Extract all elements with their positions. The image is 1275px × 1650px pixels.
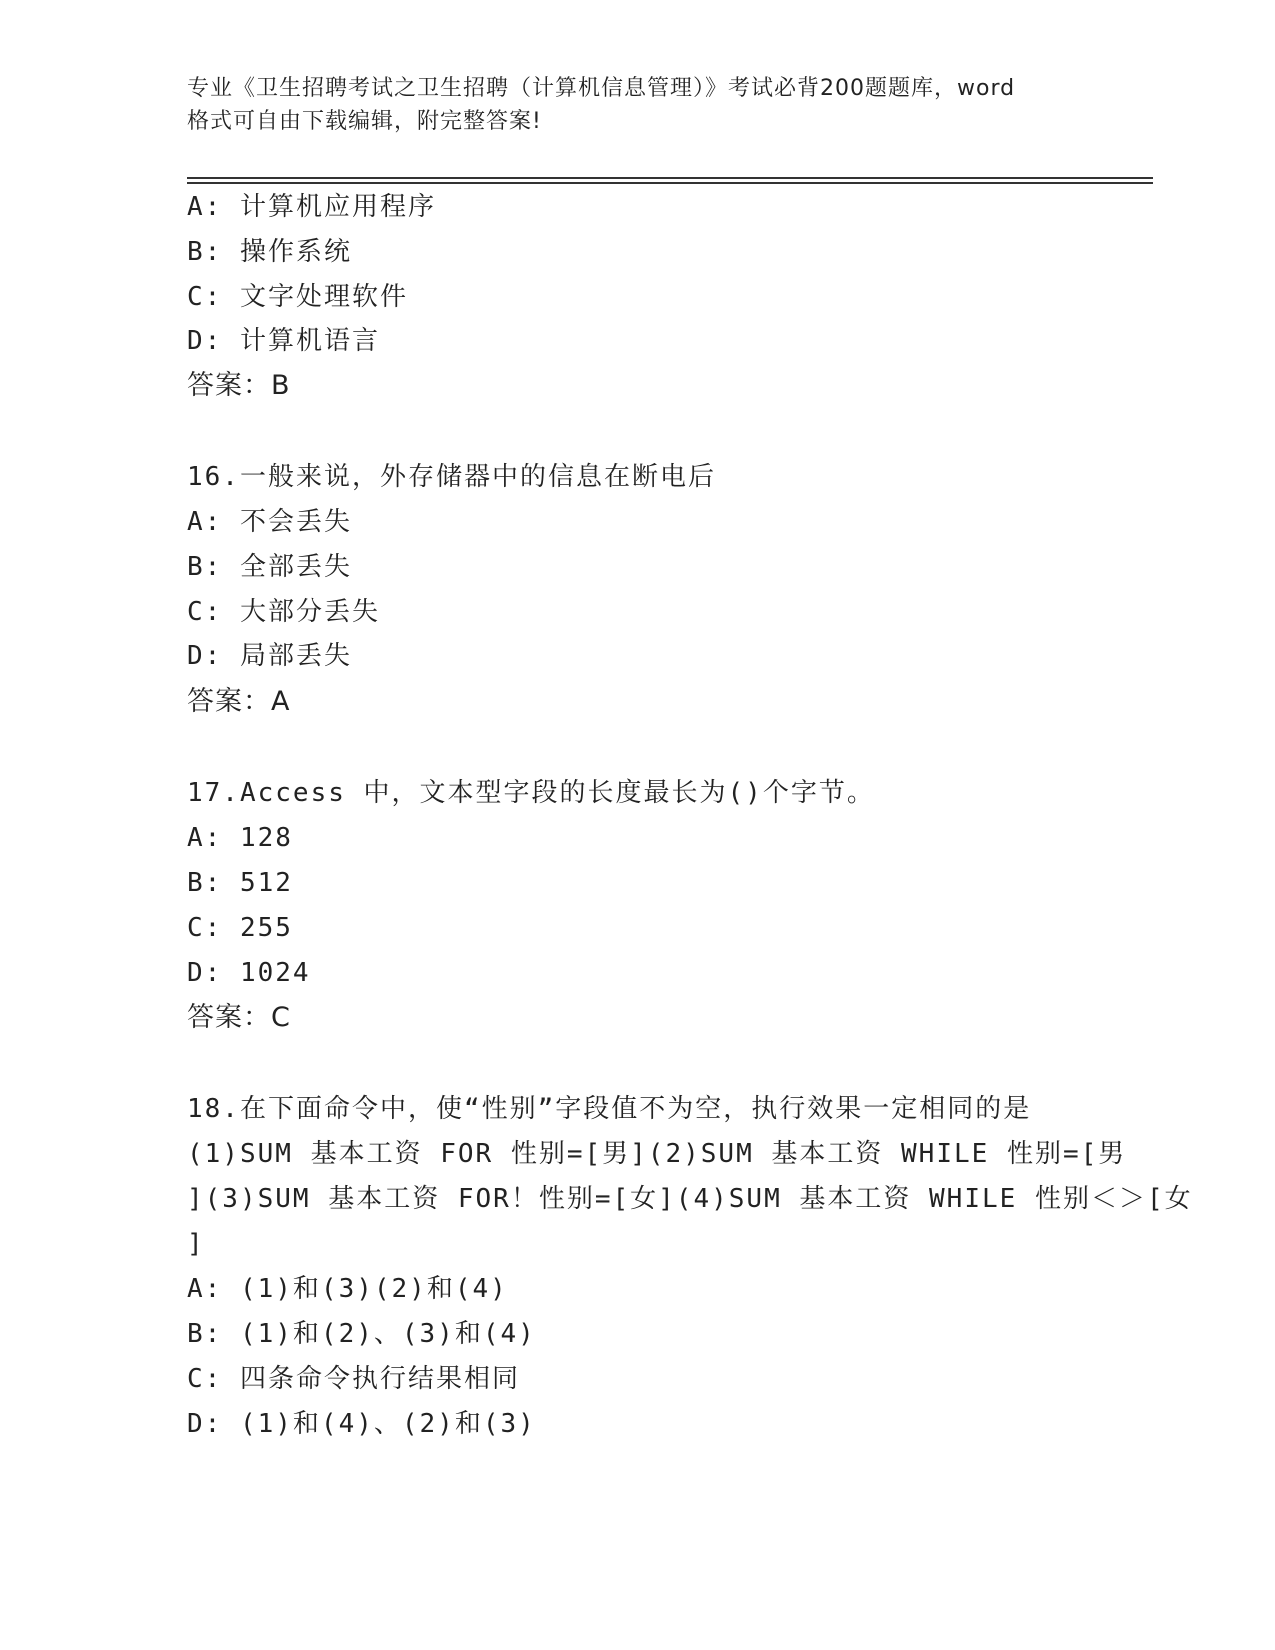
q18-question-line-2: (1)SUM 基本工资 FOR 性别=[男](2)SUM 基本工资 WHILE 性别=[男 <box>187 1139 1127 1169</box>
q17-option-d: D: 1024 <box>187 958 311 988</box>
q18-option-d: D: (1)和(4)、(2)和(3) <box>187 1409 536 1439</box>
header-line-1: 专业《卫生招聘考试之卫生招聘（计算机信息管理）》考试必背200题题库，word <box>187 76 1016 101</box>
q15-option-b: B: 操作系统 <box>187 237 352 267</box>
q17-question: 17.Access 中，文本型字段的长度最长为()个字节。 <box>187 778 875 808</box>
header-divider-bottom <box>187 182 1153 184</box>
q18-option-b: B: (1)和(2)、(3)和(4) <box>187 1319 536 1349</box>
header-divider-top <box>187 177 1153 179</box>
q18-question-line-4: ] <box>187 1229 205 1259</box>
q16-question: 16.一般来说，外存储器中的信息在断电后 <box>187 462 716 492</box>
q16-option-c: C: 大部分丢失 <box>187 597 380 627</box>
header-line-2: 格式可自由下载编辑，附完整答案! <box>187 109 542 134</box>
q18-option-c: C: 四条命令执行结果相同 <box>187 1364 520 1394</box>
q17-option-c: C: 255 <box>187 913 293 943</box>
q17-option-a: A: 128 <box>187 823 293 853</box>
q15-option-a: A: 计算机应用程序 <box>187 192 436 222</box>
q16-option-a: A: 不会丢失 <box>187 507 352 537</box>
q18-option-a: A: (1)和(3)(2)和(4) <box>187 1274 508 1304</box>
q15-answer: 答案：B <box>187 370 291 401</box>
q17-answer: 答案：C <box>187 1002 291 1033</box>
document-header <box>187 72 1087 138</box>
q16-answer: 答案：A <box>187 686 291 717</box>
q16-option-d: D: 局部丢失 <box>187 641 352 671</box>
q16-option-b: B: 全部丢失 <box>187 552 352 582</box>
q17-option-b: B: 512 <box>187 868 293 898</box>
q18-question-line-1: 18.在下面命令中，使“性别”字段值不为空，执行效果一定相同的是 <box>187 1094 1032 1124</box>
q18-question-line-3: ](3)SUM 基本工资 FOR！性别=[女](4)SUM 基本工资 WHILE 性别＜＞[女 <box>187 1184 1193 1214</box>
q15-option-c: C: 文字处理软件 <box>187 282 408 312</box>
q15-option-d: D: 计算机语言 <box>187 326 380 356</box>
